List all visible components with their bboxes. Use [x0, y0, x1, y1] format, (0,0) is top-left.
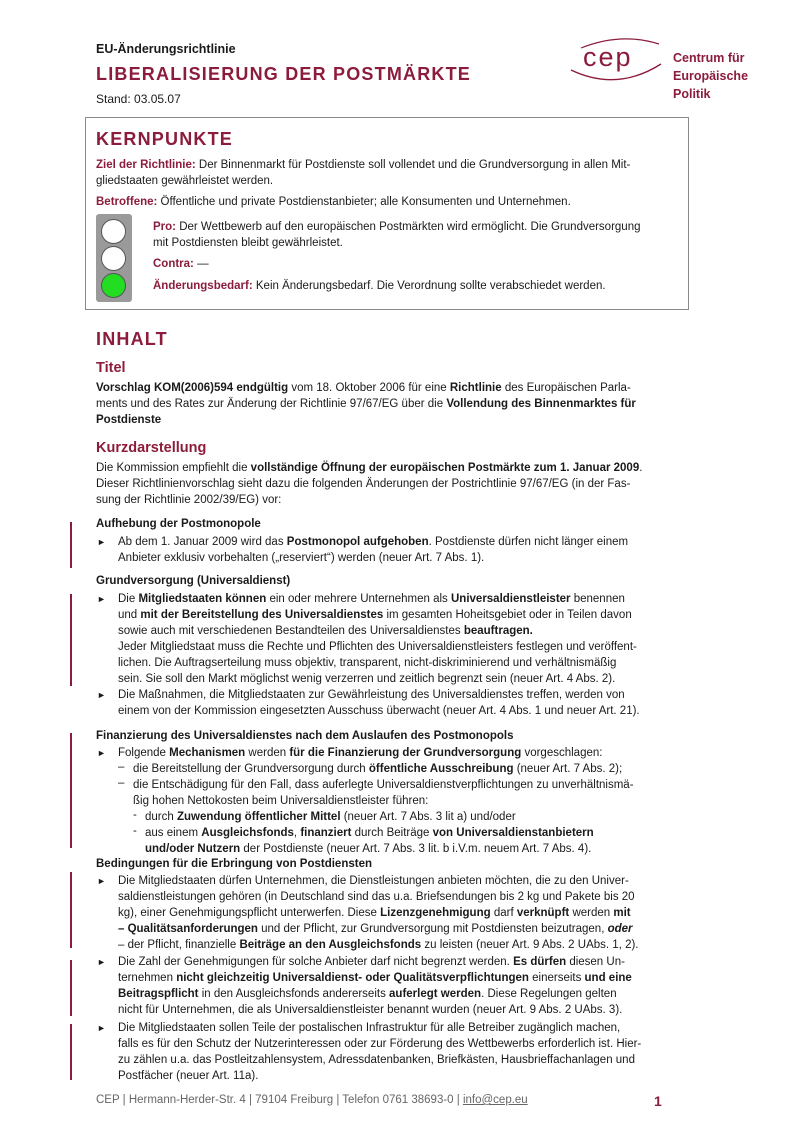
text: Die Zahl der Genehmigungen für solche Anbieter darf nicht begrenzt werden. [118, 956, 514, 968]
text: Dieser Richtlinienvorschlag sieht dazu die folgenden Änderungen der Postrichtlinie 97/67/EG (in der Fas- [96, 478, 631, 490]
text-bold: oder [607, 923, 633, 935]
text: vom 18. Oktober 2006 für eine [288, 382, 450, 394]
dash-item-text [133, 777, 666, 809]
text-bold: finanziert [300, 827, 352, 839]
change-need-text: Kein Änderungsbedarf. Die Verordnung sollte verabschiedet werden. [255, 280, 606, 292]
bullet-text [118, 591, 666, 687]
text: – der Pflicht, finanzielle [118, 939, 240, 951]
text: saldienstleistungen gehören (in Deutschland sind das u.a. Briefsendungen bis 2 kg und Pakete bis 20 [118, 891, 635, 903]
title-subheading: Titel [96, 360, 126, 376]
text: Die Kommission empfiehlt die [96, 462, 251, 474]
text: ments und des Rates zur Änderung der Richtlinie 97/67/EG über die [96, 398, 447, 410]
text: einem von der Kommission eingesetzten Ausschuss überwacht (neuer Art. 4 Abs. 1 und neuer Art. 21). [118, 705, 640, 717]
document-title: LIBERALISIERUNG DER POSTMÄRKTE [96, 64, 472, 84]
content-heading: INHALT [96, 329, 168, 349]
traffic-light-bottom-lamp [101, 273, 126, 298]
org-line: Europäische [673, 69, 749, 83]
text: der Postdienste (neuer Art. 7 Abs. 3 lit. b i.V.m. neuem Art. 7 Abs. 4). [240, 843, 592, 855]
contra-text: — [197, 258, 209, 270]
proposal-ref: Vorschlag KOM(2006)594 endgültig [96, 382, 289, 394]
text: und [118, 609, 141, 621]
affected-text: Öffentliche und private Postdienstanbieter; alle Konsumenten und Unternehmen. [160, 196, 571, 208]
text: Die Mitgliedstaaten sollen Teile der postalischen Infrastruktur für alle Betreiber zugänglich machen, [118, 1022, 621, 1034]
bullet-text [118, 954, 666, 1018]
bullet-text [118, 687, 666, 719]
text: vorgeschlagen: [521, 747, 603, 759]
contra-label: Contra: [153, 258, 194, 270]
bullet-arrow-icon: ► [97, 1023, 106, 1033]
text: ein oder mehrere Unternehmen als [266, 593, 451, 605]
logo-text: cep [583, 42, 633, 72]
text: zu leisten (neuer Art. 9 Abs. 2 UAbs. 1, 2). [421, 939, 639, 951]
text: darf [490, 907, 517, 919]
dash-item-text [133, 761, 666, 777]
text: durch [145, 811, 177, 823]
text-bold: Postdienste [96, 414, 162, 426]
page-number: 1 [654, 1093, 662, 1109]
text-bold: vollständige Öffnung der europäischen Postmärkte zum 1. Januar 2009 [250, 462, 640, 474]
pro-paragraph [153, 219, 673, 251]
change-marker-bar [70, 960, 72, 1016]
text: ternehmen [118, 972, 177, 984]
bullet-text [118, 745, 666, 761]
text: werden [245, 747, 290, 759]
change-marker-bar [70, 522, 72, 568]
text-bold: Beiträge an den Ausgleichsfonds [239, 939, 422, 951]
summary-paragraph [96, 460, 666, 508]
dash-marker: – [118, 761, 125, 773]
footer-address: CEP | Hermann-Herder-Str. 4 | 79104 Freiburg | Telefon 0761 38693-0 | [96, 1094, 463, 1106]
text-bold: auferlegt werden [389, 988, 482, 1000]
change-marker-bar [70, 872, 72, 948]
bullet-arrow-icon: ► [97, 748, 106, 758]
text: einerseits [528, 972, 585, 984]
traffic-light-middle-lamp [101, 246, 126, 271]
text: Die Maßnahmen, die Mitgliedstaaten zur Gewährleistung des Universaldienstes treffen, werden von [118, 689, 625, 701]
subdash-marker: - [133, 825, 137, 837]
change-marker-bar [70, 733, 72, 848]
affected-label: Betroffene: [96, 196, 158, 208]
text: im gesamten Hoheitsgebiet oder in Teilen davon [383, 609, 632, 621]
text-bold: und eine [584, 972, 632, 984]
goal-text: Der Binnenmarkt für Postdienste soll vollendet und die Grundversorgung in allen Mit- [198, 159, 631, 171]
text: Ab dem 1. Januar 2009 wird das [118, 536, 287, 548]
text-bold: Beitragspflicht [118, 988, 199, 1000]
text: (neuer Art. 7 Abs. 3 lit a) und/oder [340, 811, 516, 823]
text: sung der Richtlinie 2002/39/EG) vor: [96, 494, 282, 506]
bullet-text [118, 534, 666, 566]
text: sein. Sie soll den Markt möglichst wenig verzerren und zeitlich begrenzt sein (neuer Art. 4 Abs. 2). [118, 673, 616, 685]
goal-paragraph [96, 157, 676, 189]
text: , [293, 827, 301, 839]
text: benennen [570, 593, 625, 605]
cep-logo [565, 34, 665, 90]
text-bold: – Qualitätsanforderungen [118, 923, 258, 935]
summary-subheading: Kurzdarstellung [96, 440, 207, 456]
document-date: Stand: 03.05.07 [96, 92, 181, 106]
text: ßig hohen Nettokosten beim Universaldienstleister führen: [133, 795, 429, 807]
text: Anbieter exklusiv vorbehalten („reserviert“) werden (neuer Art. 7 Abs. 1). [118, 552, 485, 564]
text-bold: Universaldienstleister [451, 593, 571, 605]
bullet-arrow-icon: ► [97, 537, 106, 547]
text-bold: Mechanismen [169, 747, 246, 759]
section-heading-universal-service: Grundversorgung (Universaldienst) [96, 575, 291, 587]
footer-email-link[interactable]: info@cep.eu [462, 1094, 528, 1106]
text-bold: beauftragen. [463, 625, 533, 637]
text: die Bereitstellung der Grundversorgung durch [133, 763, 369, 775]
text: lichen. Die Auftragserteilung muss objektiv, transparent, nicht-diskriminierend und verhältnismäßig [118, 657, 617, 669]
text: diesen Un- [566, 956, 625, 968]
text-bold: mit der Bereitstellung des Universaldienstes [140, 609, 384, 621]
bullet-arrow-icon: ► [97, 876, 106, 886]
text: (neuer Art. 7 Abs. 2); [513, 763, 623, 775]
text-bold: für die Finanzierung der Grundversorgung [289, 747, 522, 759]
change-marker-bar [70, 1024, 72, 1080]
traffic-light-icon [96, 214, 132, 302]
pro-text: Der Wettbewerb auf den europäischen Postmärkten wird ermöglicht. Die Grundversorgung [179, 221, 641, 233]
text-bold: Lizenzgenehmigung [380, 907, 491, 919]
change-need-paragraph [153, 278, 673, 294]
footer [96, 1094, 528, 1106]
text: und der Pflicht, zur Grundversorgung mit Postdiensten beizutragen, [257, 923, 608, 935]
text: Postfächer (neuer Art. 11a). [118, 1070, 259, 1082]
organization-name [673, 49, 748, 103]
text: sowie auch mit verschiedenen Bestandteilen des Universaldienstes [118, 625, 464, 637]
subdash-item-text [145, 825, 666, 857]
text-bold: öffentliche Ausschreibung [368, 763, 514, 775]
key-points-heading: KERNPUNKTE [96, 129, 234, 149]
text-bold: und/oder Nutzern [145, 843, 241, 855]
text: nicht für Unternehmen, die als Universaldienstleister benannt wurden (neuer Art. 9 Abs. 2 UAbs. 3). [118, 1004, 623, 1016]
bullet-arrow-icon: ► [97, 957, 106, 967]
bullet-arrow-icon: ► [97, 690, 106, 700]
bullet-arrow-icon: ► [97, 594, 106, 604]
text: werden [569, 907, 614, 919]
text: . Diese Regelungen gelten [481, 988, 617, 1000]
pro-text-cont: mit Postdiensten bleibt gewährleistet. [153, 237, 343, 249]
text: falls es für den Schutz der Nutzerinteressen oder zur Förderung des Wettbewerbs erforderlich ist. Hier- [118, 1038, 642, 1050]
text: . Postdienste dürfen nicht länger einem [428, 536, 629, 548]
org-line: Centrum für [673, 51, 745, 65]
change-need-label: Änderungsbedarf: [153, 280, 253, 292]
text: Die [118, 593, 139, 605]
text: Folgende [118, 747, 170, 759]
text: Die Mitgliedstaaten dürfen Unternehmen, die Dienstleistungen anbieten möchten, die zu den Univer- [118, 875, 629, 887]
subdash-item-text [145, 809, 666, 825]
text: aus einem [145, 827, 202, 839]
text: in den Ausgleichsfonds andererseits [198, 988, 390, 1000]
text-bold: Postmonopol aufgehoben [286, 536, 429, 548]
contra-paragraph [153, 256, 673, 272]
text-bold: Ausgleichsfonds [201, 827, 294, 839]
text: durch Beiträge [351, 827, 433, 839]
text: die Entschädigung für den Fall, dass auferlegte Universaldienstverpflichtungen zu unverhältnismä- [133, 779, 634, 791]
text: des Europäischen Parla- [501, 382, 631, 394]
bullet-text [118, 873, 666, 953]
text: kg), einer Genehmigungspflicht unterwerfen. Diese [118, 907, 381, 919]
org-line: Politik [673, 87, 711, 101]
dash-marker: – [118, 777, 125, 789]
section-heading-conditions: Bedingungen für die Erbringung von Postdiensten [96, 858, 372, 870]
text-bold: Es dürfen [513, 956, 567, 968]
text-bold: Vollendung des Binnenmarktes für [446, 398, 636, 410]
bullet-text [118, 1020, 666, 1084]
text-bold: verknüpft [516, 907, 570, 919]
text: zu zählen u.a. das Postleitzahlensystem, Adressdatenbanken, Briefkästen, Hausbrieffachanlagen und [118, 1054, 635, 1066]
section-heading-financing: Finanzierung des Universaldienstes nach dem Auslaufen des Postmonopols [96, 730, 514, 742]
change-marker-bar [70, 594, 72, 686]
title-paragraph [96, 380, 666, 428]
section-heading-monopoly: Aufhebung der Postmonopole [96, 518, 261, 530]
text-bold: Mitgliedstaaten können [138, 593, 267, 605]
text: . [639, 462, 643, 474]
subdash-marker: - [133, 809, 137, 821]
text-bold: Zuwendung öffentlicher Mittel [176, 811, 341, 823]
goal-label: Ziel der Richtlinie: [96, 159, 196, 171]
pro-label: Pro: [153, 221, 176, 233]
text-bold: nicht gleichzeitig Universaldienst- oder Qualitätsverpflichtungen [176, 972, 529, 984]
text-bold: Richtlinie [449, 382, 502, 394]
text-bold: von Universaldienstanbietern [432, 827, 594, 839]
affected-paragraph [96, 194, 676, 210]
traffic-light-top-lamp [101, 219, 126, 244]
document-type: EU-Änderungsrichtlinie [96, 42, 236, 56]
text-bold: mit [613, 907, 631, 919]
text: Jeder Mitgliedstaat muss die Rechte und Pflichten des Universaldienstleisters festlegen und veröffent- [118, 641, 637, 653]
goal-text-cont: gliedstaaten gewährleistet werden. [96, 175, 274, 187]
